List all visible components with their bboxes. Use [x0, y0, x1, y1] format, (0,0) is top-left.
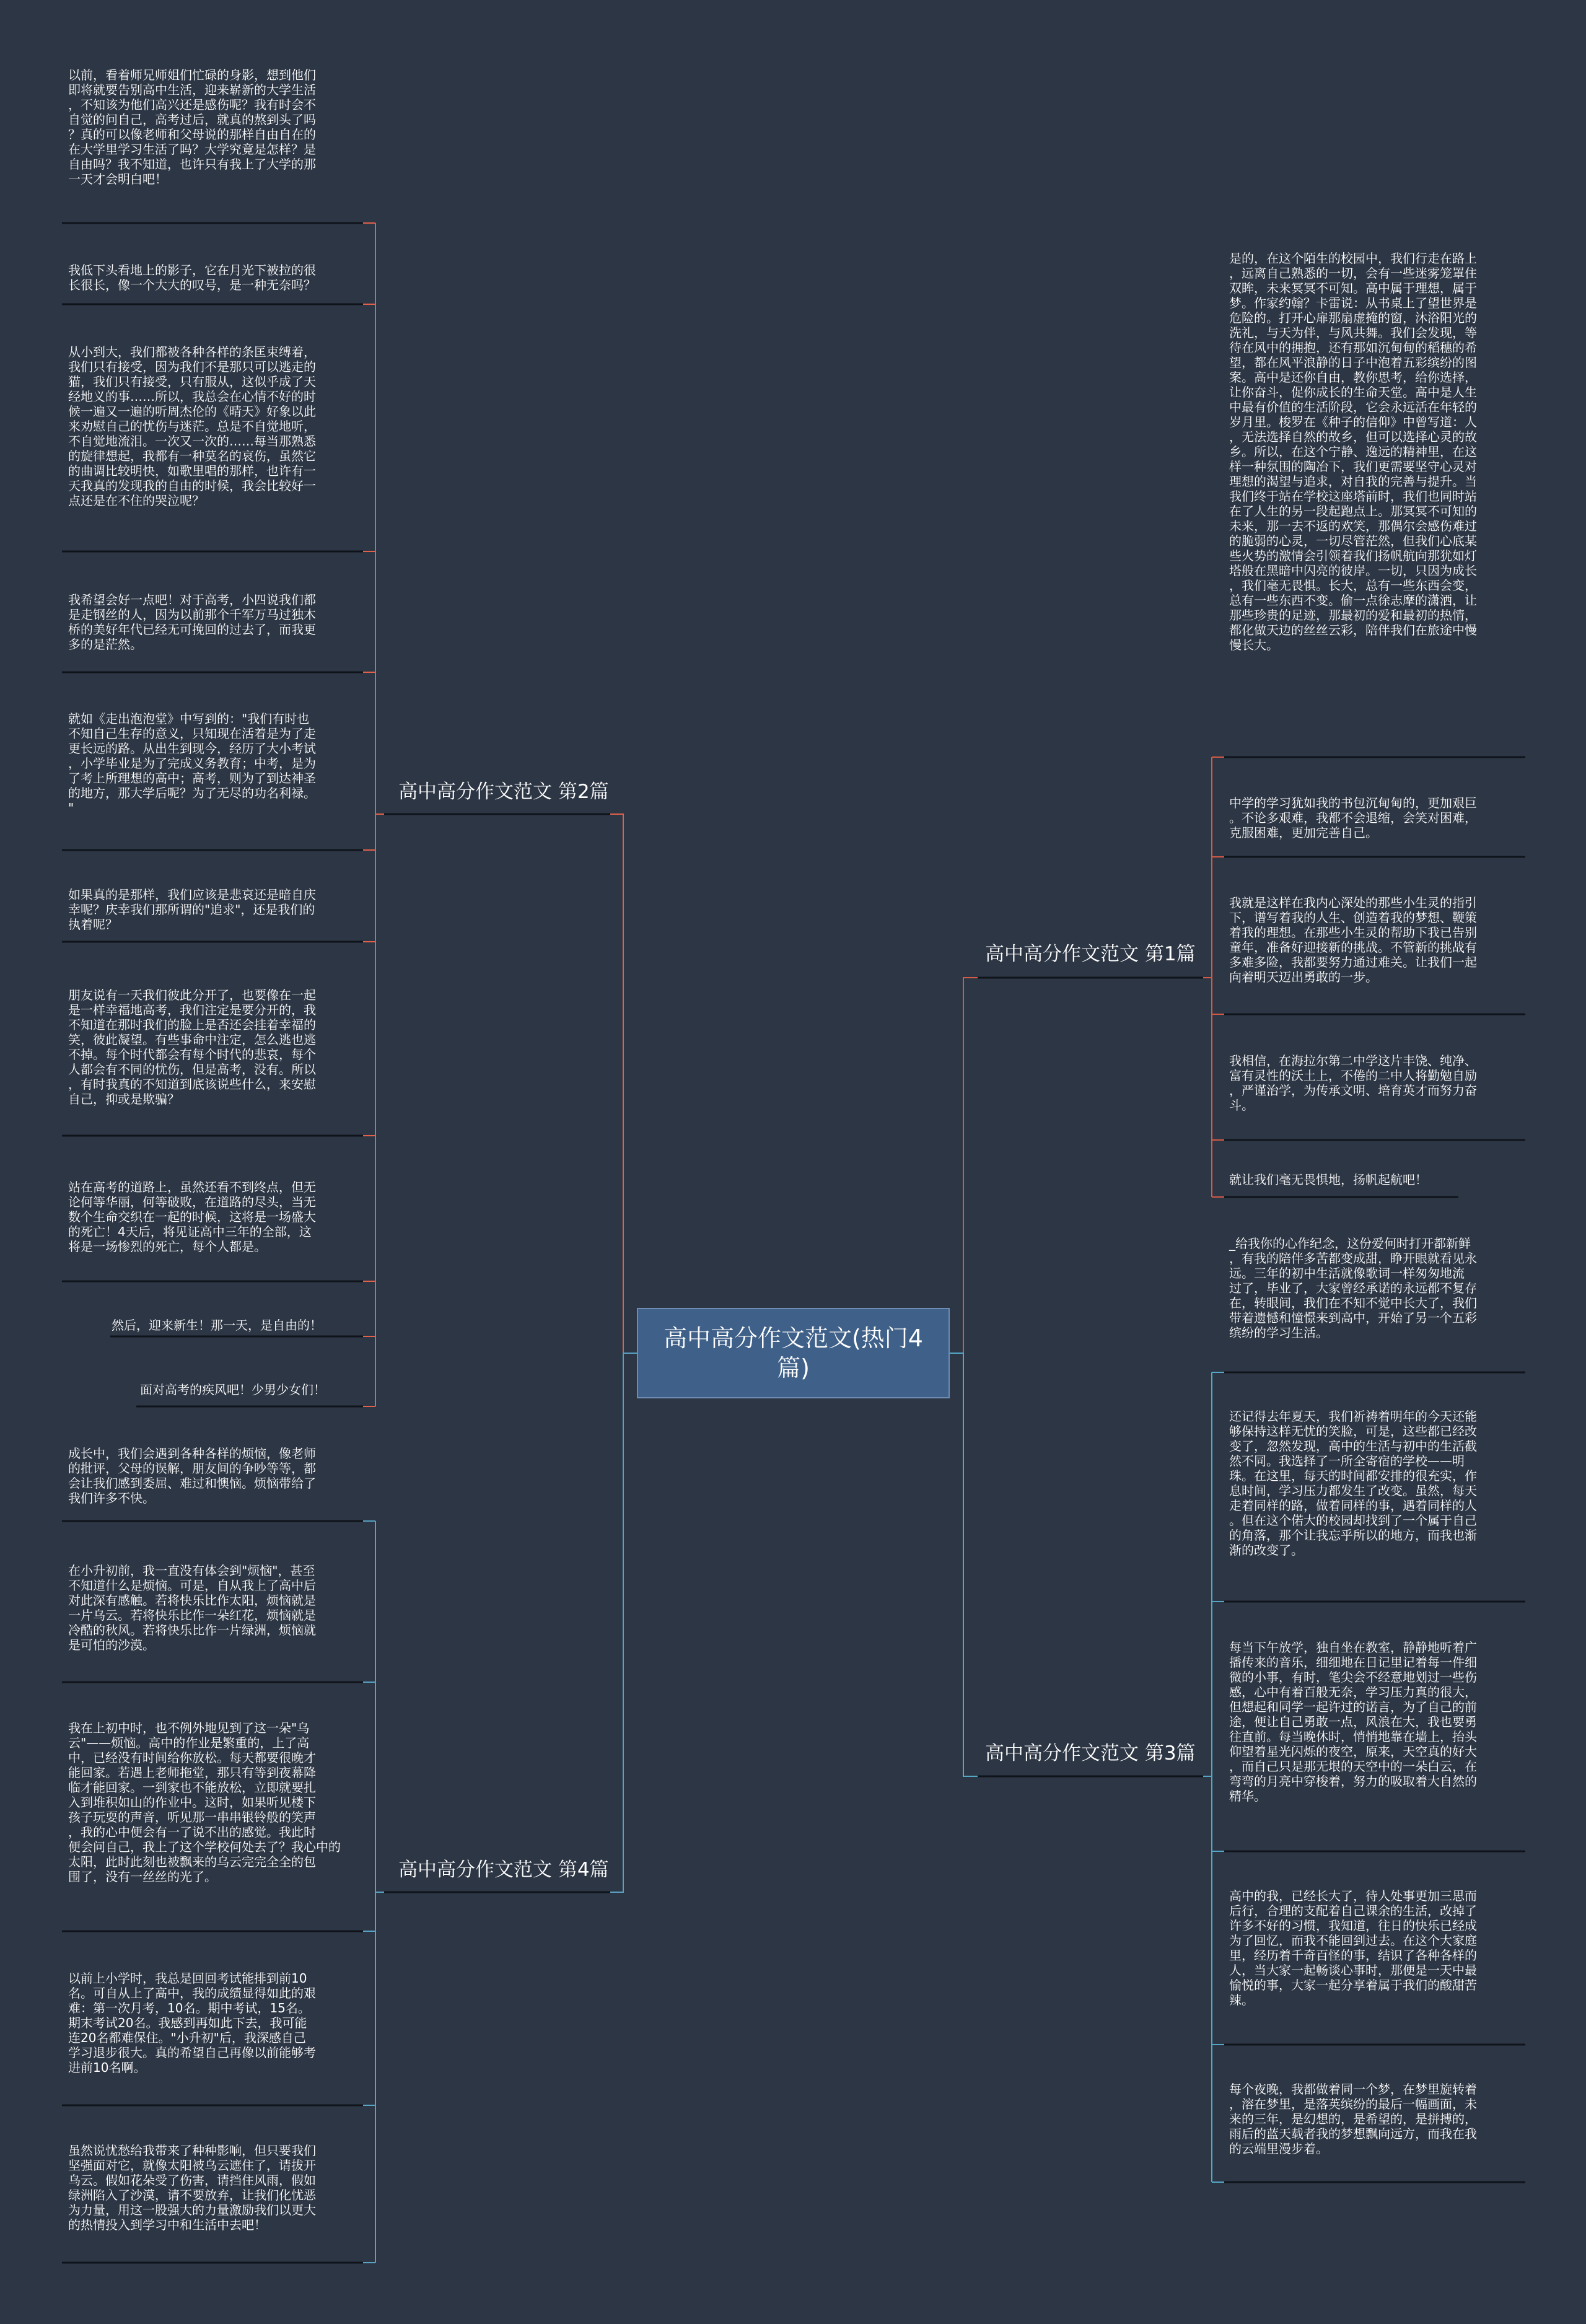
- leaf-node[interactable]: 站在高考的道路上，虽然还看不到终点，但无 论何等华丽，何等破败，在道路的尽头，当无 数个生命交织在一起的时候，这将是一场盛大 的死亡！4天后，将见证高中三年的全部，这 将是一场惨烈的死亡，每个人都是。: [68, 1180, 316, 1254]
- leaf-node[interactable]: 在小升初前，我一直没有体会到"烦恼"，甚至 不知道什么是烦恼。可是，自从我上了高中后 对此深有感触。若将快乐比作太阳，烦恼就是 一片乌云。若将快乐比作一朵红花，烦恼就是 冷酷的秋风。若将快乐比作一片绿洲，烦恼就 是可怕的沙漠。: [68, 1563, 316, 1652]
- leaf-node[interactable]: 如果真的是那样，我们应该是悲哀还是暗自庆 幸呢？庆幸我们那所谓的"追求"，还是我们的 执着呢？: [68, 887, 316, 932]
- leaf-node[interactable]: 是的，在这个陌生的校园中，我们行走在路上 ，远离自己熟悉的一切，会有一些迷雾笼罩住 双眸，未来冥冥不可知。高中属于理想，属于 梦。作家约翰？卡雷说：从书桌上了望世界是 危险的。打开心扉那扇虚掩的窗，沐浴阳光的 洗礼，与天为伴，与风共舞。我们会发现，等 待在风中的拥抱，还有那如沉甸甸的稻穗的希 望，都在风平浪静的日子中泡着五彩缤纷的图 案。高中是还你自由，教你思考，给你选择， 让你奋斗，促你成长的生命天堂。高中是人生 中最有价值的生活阶段，它会永远活在年轻的 岁月里。梭罗在《种子的信仰》中曾写道：人 ，无法选择自然的故乡，但可以选择心灵的故 乡。所以，在这个宁静、逸远的精神里，在这 样一种氛围的陶冶下，我们更需要坚守心灵对 理想的渴望与追求，对自我的完善与提升。当 我们终于站在学校这座塔前时，我们也同时站 在了人生的另一段起跑点上。那冥冥不可知的 未来，那一去不返的欢笑，那偶尔会感伤难过 的脆弱的心灵，一切尽管茫然，但我们心底某 些火势的激情会引领着我们扬帆航向那犹如灯 塔般在黑暗中闪亮的彼岸。一切，只因为成长 ，我们毫无畏惧。长大，总有一些东西会变， 总有一些东西不变。偷一点徐志摩的潇洒，让 那些珍贵的足迹，那最初的爱和最初的热情， 都化做天边的丝丝云彩，陪伴我们在旅途中慢 慢长大。: [1229, 251, 1477, 652]
- branch-node-3[interactable]: 高中高分作文范文 第3篇: [985, 1742, 1196, 1765]
- branch-node-1[interactable]: 高中高分作文范文 第1篇: [985, 943, 1196, 965]
- leaf-node[interactable]: 我希望会好一点吧！对于高考，小四说我们都 是走钢丝的人，因为以前那个千军万马过独木 桥的美好年代已经无可挽回的过去了，而我更 多的是茫然。: [68, 592, 316, 652]
- leaf-node[interactable]: 面对高考的疾风吧！少男少女们！: [140, 1382, 326, 1397]
- leaf-node[interactable]: 就如《走出泡泡堂》中写到的："我们有时也 不知自己生存的意义，只知现在活着是为了走 更长远的路。从出生到现今，经历了大小考试 ，小学毕业是为了完成义务教育；中考，是为 了考上所理想的高中；高考，则为了到达神圣 的地方，那大学后呢？为了无尽的功名利禄。 ": [68, 711, 316, 815]
- root-label: 高中高分作文范文(热门4篇): [663, 1325, 923, 1382]
- leaf-node[interactable]: 就让我们毫无畏惧地，扬帆起航吧！: [1229, 1172, 1427, 1187]
- leaf-node[interactable]: 以前上小学时，我总是回回考试能排到前10 名。可自从上了高中，我的成绩显得如此的艰 难：第一次月考，10名。期中考试，15名。 期末考试20名。我感到再如此下去，我可能 连20名都难保住。"小升初"后，我深感自己 学习退步很大。真的希望自己再像以前能够考 进前10名啊。: [68, 1971, 316, 2075]
- leaf-node[interactable]: 中学的学习犹如我的书包沉甸甸的，更加艰巨 。不论多艰难，我都不会退缩，会笑对困难， 克服困难，更加完善自己。: [1229, 796, 1477, 840]
- leaf-node[interactable]: 朋友说有一天我们彼此分开了，也要像在一起 是一样幸福地高考，我们注定是要分开的，我 不知道在那时我们的脸上是否还会挂着幸福的 笑，彼此凝望。有些事命中注定，怎么逃也逃 不掉。每个时代都会有每个时代的悲哀，每个 人都会有不同的忧伤，但是高考，没有。所以 ，有时我真的不知道到底该说些什么，来安慰 自己，抑或是欺骗？: [68, 988, 316, 1107]
- leaf-node[interactable]: 每个夜晚，我都做着同一个梦，在梦里旋转着 ，溶在梦里，是落英缤纷的最后一幅画面，未 来的三年，是幻想的，是希望的，是拼搏的， 雨后的蓝天载者我的梦想飘向远方，而我在我 的云端里漫步着。: [1229, 2082, 1477, 2156]
- leaf-node[interactable]: 我低下头看地上的影子，它在月光下被拉的很 长很长，像一个大大的叹号，是一种无奈吗？: [68, 263, 316, 292]
- leaf-node[interactable]: 我在上初中时，也不例外地见到了这一朵"乌 云"——烦恼。高中的作业是繁重的，上了高 中，已经没有时间给你放松。每天都要很晚才 能回家。若遇上老师拖堂，那只有等到夜幕降 临才能回家。一到家也不能放松，立即就要扎 入到堆积如山的作业中。这时，如果听见楼下 孩子玩耍的声音，听见那一串串银铃般的笑声 ，我的心中便会有一了说不出的感觉。我此时 便会问自己，我上了这个学校何处去了？我心中的 太阳，此时此刻也被飘来的乌云完完全全的包 围了，没有一丝丝的光了。: [68, 1721, 341, 1884]
- branch-node-2[interactable]: 高中高分作文范文 第2篇: [398, 781, 609, 803]
- leaf-node[interactable]: 从小到大，我们都被各种各样的条匡束缚着， 我们只有接受，因为我们不是那只可以逃走的 猫，我们只有接受，只有服从，这似乎成了天 经地义的事……所以，我总会在心情不好的时 候一遍又一遍的听周杰伦的《晴天》好象以此 来劝慰自己的忧伤与迷茫。总是不自觉地听， 不自觉地流泪。一次又一次的……每当那熟悉 的旋律想起，我都有一种莫名的哀伤，虽然它 的曲调比较明快，如歌里唱的那样，也许有一 天我真的发现我的自由的时候，我会比较好一 点还是在不住的哭泣呢？: [68, 344, 316, 508]
- leaf-node[interactable]: 虽然说忧愁给我带来了种种影响，但只要我们 坚强面对它，就像太阳被乌云遮住了，请拔开 乌云。假如花朵受了伤害，请挡住风雨，假如 绿洲陷入了沙漠，请不要放弃，让我们化忧恶 为力量，用这一股强大的力量激励我们以更大 的热情投入到学习中和生活中去吧！: [68, 2143, 316, 2232]
- branch-node-4[interactable]: 高中高分作文范文 第4篇: [398, 1859, 609, 1881]
- leaf-node[interactable]: 然后，迎来新生！那一天，是自由的！: [112, 1318, 322, 1333]
- leaf-node[interactable]: 我相信，在海拉尔第二中学这片丰饶、纯净、 富有灵性的沃土上，不倦的二中人将勤勉自励 ，严谨治学，为传承文明、培育英才而努力奋 斗。: [1229, 1053, 1477, 1113]
- leaf-node[interactable]: _给我你的心作纪念，这份爱何时打开都新鲜 ，有我的陪伴多苦都变成甜，睁开眼就看见永 远。三年的初中生活就像歌词一样匆匆地流 过了，毕业了，大家曾经承诺的永远都不复存 在，转眼间，我们在不知不觉中长大了，我们 带着遗憾和憧憬来到高中，开始了另一个五彩 缤纷的学习生活。: [1229, 1236, 1477, 1340]
- leaf-node[interactable]: 成长中，我们会遇到各种各样的烦恼，像老师 的批评，父母的误解，朋友间的争吵等等，都 会让我们感到委屈、难过和懊恼。烦恼带给了 我们许多不快。: [68, 1446, 316, 1506]
- leaf-node[interactable]: 每当下午放学，独自坐在教室，静静地听着广 播传来的音乐，细细地在日记里记着每一件细 微的小事，有时，笔尖会不经意地划过一些伤 感，心中有着百般无奈，学习压力真的很大， 但想起和同学一起许过的诺言，为了自己的前 途，便让自己勇敢一点，风浪在大，我也要勇 往直前。每当晚休时，悄悄地靠在墙上，抬头 仰望着星光闪烁的夜空，原来，天空真的好大 ，而自己只是那无垠的天空中的一朵白云，在 弯弯的月亮中穿梭着，努力的吸取着大自然的 精华。: [1229, 1640, 1477, 1804]
- leaf-node[interactable]: 我就是这样在我内心深处的那些小生灵的指引 下，谱写着我的人生、创造着我的梦想、鞭策 着我的理想。在那些小生灵的帮助下我已告别 童年，准备好迎接新的挑战。不管新的挑战有 多难多险，我都要努力通过难关。让我们一起 向着明天迈出勇敢的一步。: [1229, 895, 1477, 984]
- leaf-node[interactable]: 高中的我，已经长大了，待人处事更加三思而 后行，合理的支配着自己课余的生活，改掉了 许多不好的习惯，我知道，往日的快乐已经成 为了回忆，而我不能回到过去。在这个大家庭 里，经历着千奇百怪的事，结识了各种各样的 人，当大家一起畅谈心事时，那便是一天中最 愉悦的事，大家一起分享着属于我们的酸甜苦 辣。: [1229, 1888, 1477, 2007]
- root-node[interactable]: [637, 1308, 950, 1398]
- leaf-node[interactable]: 还记得去年夏天，我们祈祷着明年的今天还能 够保持这样无忧的笑脸，可是，这些都已经改 变了，忽然发现，高中的生活与初中的生活截 然不同。我选择了一所全寄宿的学校——明 珠。在这里，每天的时间都安排的很充实，作 息时间，学习压力都发生了改变。虽然，每天 走着同样的路，做着同样的事，遇着同样的人 。但在这个偌大的校园却找到了一个属于自己 的角落，那个让我忘乎所以的地方，而我也渐 渐的改变了。: [1229, 1409, 1477, 1558]
- leaf-node[interactable]: 以前，看着师兄师姐们忙碌的身影，想到他们 即将就要告别高中生活，迎来崭新的大学生活 ，不知该为他们高兴还是感伤呢？我有时会不 自觉的问自己，高考过后，就真的熬到头了吗 ？真的可以像老师和父母说的那样自由自在的 在大学里学习生活了吗？大学究竟是怎样？是 自由吗？我不知道，也许只有我上了大学的那 一天才会明白吧！: [68, 68, 316, 186]
